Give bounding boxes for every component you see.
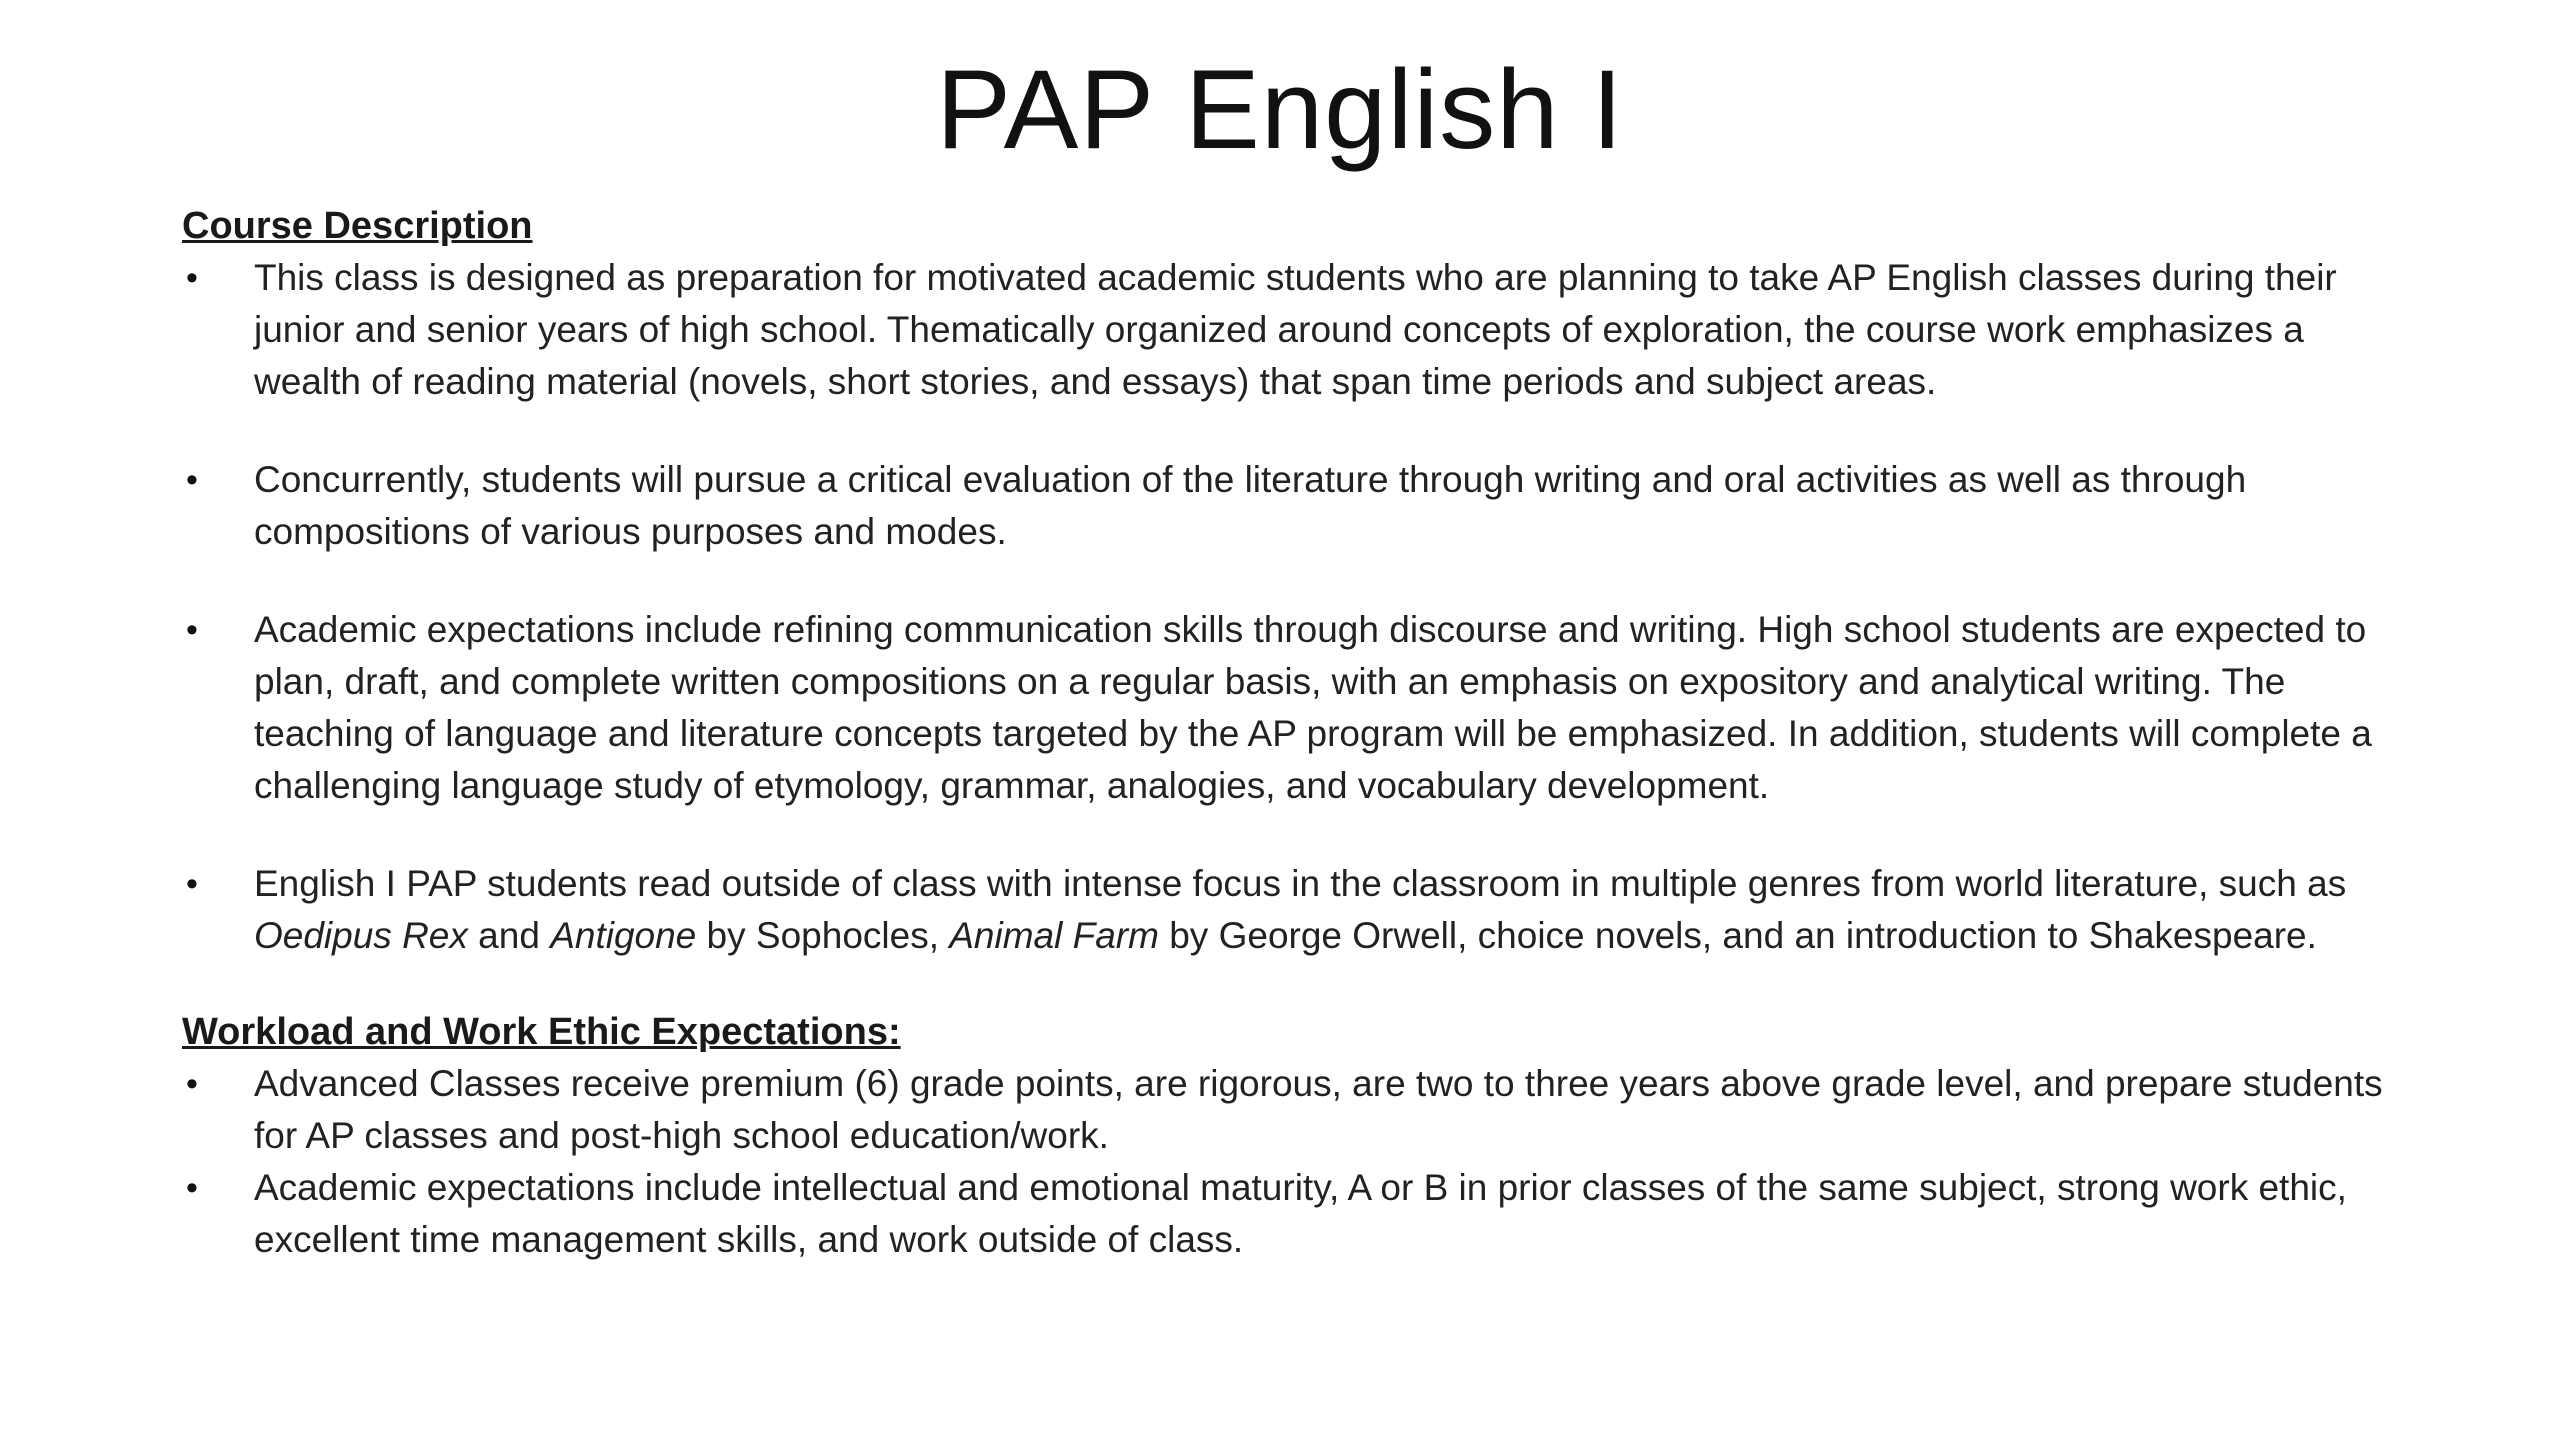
list-item <box>182 1162 2412 1266</box>
slide-title: PAP English I <box>936 47 1624 172</box>
list-item-text: Academic expectations include intellectual and emotional maturity, A or B in prior classes of the same subject, strong work ethic, excellent time management skills, and work outside of class. <box>254 1167 2347 1260</box>
list-item-text: Concurrently, students will pursue a critical evaluation of the literature through writing and oral activities as well as through compositions of various purposes and modes. <box>254 459 2247 552</box>
list-item <box>182 252 2412 408</box>
course-description-heading: Course Description <box>182 205 533 247</box>
list-item-text: This class is designed as preparation for motivated academic students who are planning to take AP English classes during their junior and senior years of high school. Thematically organized around concepts of exploration, the course work emphasizes a wealth of reading material (novels, short stories, and essays) that span time periods and subject areas. <box>254 257 2337 402</box>
list-item <box>182 604 2412 812</box>
bullet-icon: • <box>186 611 198 649</box>
text-run: English I PAP students read outside of class with intense focus in the classroom in multiple genres from world literature, such as <box>254 863 2347 904</box>
workload-list <box>182 1058 2412 1266</box>
list-item <box>182 1058 2412 1162</box>
book-title-animal-farm: Animal Farm <box>949 915 1159 956</box>
book-title-antigone: Antigone <box>550 915 697 956</box>
list-item-text: Advanced Classes receive premium (6) grade points, are rigorous, are two to three years above grade level, and prepare students for AP classes and post-high school education/work. <box>254 1063 2383 1156</box>
text-run: by Sophocles, <box>696 915 950 956</box>
book-title-oedipus-rex: Oedipus Rex <box>254 915 468 956</box>
bullet-icon: • <box>186 259 198 297</box>
list-item <box>182 858 2412 962</box>
workload-heading: Workload and Work Ethic Expectations: <box>182 1011 901 1053</box>
bullet-icon: • <box>186 1169 198 1207</box>
bullet-icon: • <box>186 461 198 499</box>
bullet-icon: • <box>186 865 198 903</box>
list-item <box>182 454 2412 558</box>
list-item-text: Academic expectations include refining communication skills through discourse and writing. High school students are expected to plan, draft, and complete written compositions on a regular basis, with an emphasis on expository and analytical writing. The teaching of language and literature concepts targeted by the AP program will be emphasized. In addition, students will complete a challenging language study of etymology, grammar, analogies, and vocabulary development. <box>254 609 2372 806</box>
bullet-icon: • <box>186 1065 198 1103</box>
text-run: and <box>467 915 551 956</box>
slide-content <box>182 200 2412 1266</box>
text-run: by George Orwell, choice novels, and an introduction to Shakespeare. <box>1158 915 2317 956</box>
course-description-list <box>182 252 2412 962</box>
list-item-text <box>254 863 2346 956</box>
